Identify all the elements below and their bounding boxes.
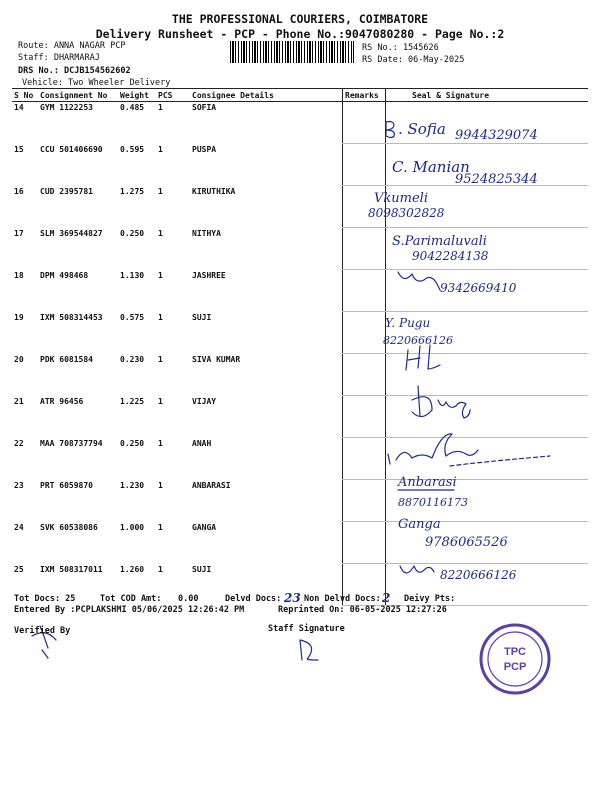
cell-sno: 22 [14,438,24,448]
cell-pcs: 1 [158,354,163,364]
company-title: THE PROFESSIONAL COURIERS, COIMBATORE [171,12,429,26]
cell-consignment: IXM 508317011 [40,564,103,574]
cell-pcs: 1 [158,312,163,322]
cell-consignee: KIRUTHIKA [192,186,236,196]
cell-consignment: PDK 6081584 [40,354,93,364]
cell-weight: 1.230 [120,480,145,490]
cell-weight: 0.485 [120,103,145,112]
cell-consignee: GANGA [192,522,217,532]
col-weight: Weight [118,89,156,102]
cell-consignment: MAA 708737794 [40,438,103,448]
svg-text:9342669410: 9342669410 [440,281,517,295]
col-consignee: Consignee Details [190,89,343,102]
non-delvd-label: Non Delvd Docs: [304,594,381,604]
deivy-pts: Deivy Pts: [404,594,456,604]
svg-text:. Sofia: . Sofia [398,120,446,138]
rs-date: RS Date: 06-May-2025 [362,55,465,65]
cell-sno: 15 [14,144,24,154]
cell-weight: 1.000 [120,522,145,532]
cell-pcs: 1 [158,228,163,238]
signature-row-22 [388,434,550,466]
vehicle-info: Vehicle: Two Wheeler Delivery [22,78,171,88]
cell-consignee: ANAH [192,438,212,448]
staff-signature-mark [300,640,318,660]
cell-consignment: GYM 1122253 [40,103,93,112]
svg-text:9786065526: 9786065526 [425,535,508,550]
cell-pcs: 1 [158,144,163,154]
delvd-docs-hand: 23 [284,591,301,605]
cell-consignment: DPM 498468 [40,270,89,280]
signature-row-19 [383,316,453,347]
tpc-stamp [478,622,552,696]
cell-consignment: PRT 6059870 [40,480,93,490]
signature-row-24 [398,517,508,550]
cell-sno: 21 [14,396,24,406]
non-delvd-hand: 2 [382,591,391,605]
delvd-docs-label: Delvd Docs: [225,594,282,604]
cell-consignee: JASHREE [192,270,226,280]
rs-number: RS No.: 1545626 [362,43,439,53]
col-sno: S No [12,89,38,102]
cell-weight: 1.130 [120,270,145,280]
cell-consignee: ANBARASI [192,480,231,490]
staff-signature-label: Staff Signature [268,624,345,634]
cell-consignment: CCU 501406690 [40,144,103,154]
svg-text:C. Manian: C. Manian [392,158,470,176]
cell-pcs: 1 [158,103,163,112]
cell-sno: 14 [14,103,24,112]
verified-by-label: Verified By [14,626,71,636]
runsheet-subtitle: Delivery Runsheet - PCP - Phone No.:9047080280 - Page No.:2 [95,27,505,41]
cell-consignment: ATR 96456 [40,396,84,406]
cell-weight: 0.575 [120,312,145,322]
cell-consignee: SUJI [192,312,212,322]
tot-docs: Tot Docs: 25 [14,594,76,604]
cell-weight: 0.595 [120,144,145,154]
svg-text:9944329074: 9944329074 [455,128,538,143]
cell-pcs: 1 [158,438,163,448]
svg-text:8220666126: 8220666126 [383,334,453,347]
drs-number: DRS No.: DCJB154562602 [18,66,131,76]
cell-consignee: NITHYA [192,228,221,238]
cell-pcs: 1 [158,564,163,574]
cell-consignee: SIVA KUMAR [192,354,241,364]
cell-consignment: CUD 2395781 [40,186,93,196]
cell-consignee: VIJAY [192,396,217,406]
cell-sno: 25 [14,564,24,574]
signature-row-20 [406,345,440,370]
cell-weight: 0.230 [120,354,145,364]
reprinted-on: Reprinted On: 06-05-2025 12:27:26 [278,605,447,615]
signature-row-18 [398,272,517,295]
stamp-text-bottom: PCP [503,661,527,673]
cell-weight: 1.275 [120,186,145,196]
cell-pcs: 1 [158,522,163,532]
signature-row-17 [392,234,489,263]
signature-row-15 [392,158,538,187]
stamp-text-top: TPC [504,646,526,658]
svg-text:9524825344: 9524825344 [455,172,538,187]
cell-pcs: 1 [158,270,163,280]
signature-row-21 [412,386,470,418]
cell-consignment: IXM 508314453 [40,312,103,322]
signature-row-14 [386,120,538,143]
signature-row-23 [397,475,468,509]
svg-text:8098302828: 8098302828 [368,206,445,220]
col-consignment: Consignment No [38,89,118,102]
cell-sno: 17 [14,228,24,238]
col-pcs: PCS [156,89,190,102]
route-info: Route: ANNA NAGAR PCP [18,41,126,51]
cell-sno: 18 [14,270,24,280]
cell-consignee: SOFIA [192,103,217,112]
svg-text:8870116173: 8870116173 [398,496,468,509]
signature-row-25 [400,566,517,582]
col-signature: Seal & Signature [386,89,589,102]
svg-text:Vkumeli: Vkumeli [374,191,428,206]
entered-by: Entered By :PCPLAKSHMI 05/06/2025 12:26:42 PM [14,605,245,615]
cell-pcs: 1 [158,480,163,490]
cell-pcs: 1 [158,186,163,196]
staff-info: Staff: DHARMARAJ [18,53,100,63]
svg-text:Y. Pugu: Y. Pugu [385,316,431,330]
cell-consignee: PUSPA [192,144,217,154]
cell-consignment: SLM 369544827 [40,228,103,238]
tot-cod-label: Tot COD Amt: [100,594,162,604]
cell-sno: 24 [14,522,24,532]
svg-text:8220666126: 8220666126 [440,568,517,582]
cell-consignment: SVK 60538086 [40,522,98,532]
signature-row-16 [368,191,445,220]
col-remarks: Remarks [343,89,386,102]
svg-text:S.Parimaluvali: S.Parimaluvali [392,234,487,249]
cell-sno: 16 [14,186,24,196]
svg-text:Anbarasi: Anbarasi [398,475,457,490]
tot-cod-amount: 0.00 [178,594,199,604]
svg-text:Ganga: Ganga [398,517,441,532]
cell-sno: 20 [14,354,24,364]
cell-consignee: SUJI [192,564,212,574]
cell-sno: 19 [14,312,24,322]
cell-sno: 23 [14,480,24,490]
cell-weight: 0.250 [120,438,145,448]
svg-text:9042284138: 9042284138 [412,249,489,263]
cell-weight: 1.260 [120,564,145,574]
cell-weight: 0.250 [120,228,145,238]
cell-pcs: 1 [158,396,163,406]
cell-weight: 1.225 [120,396,145,406]
